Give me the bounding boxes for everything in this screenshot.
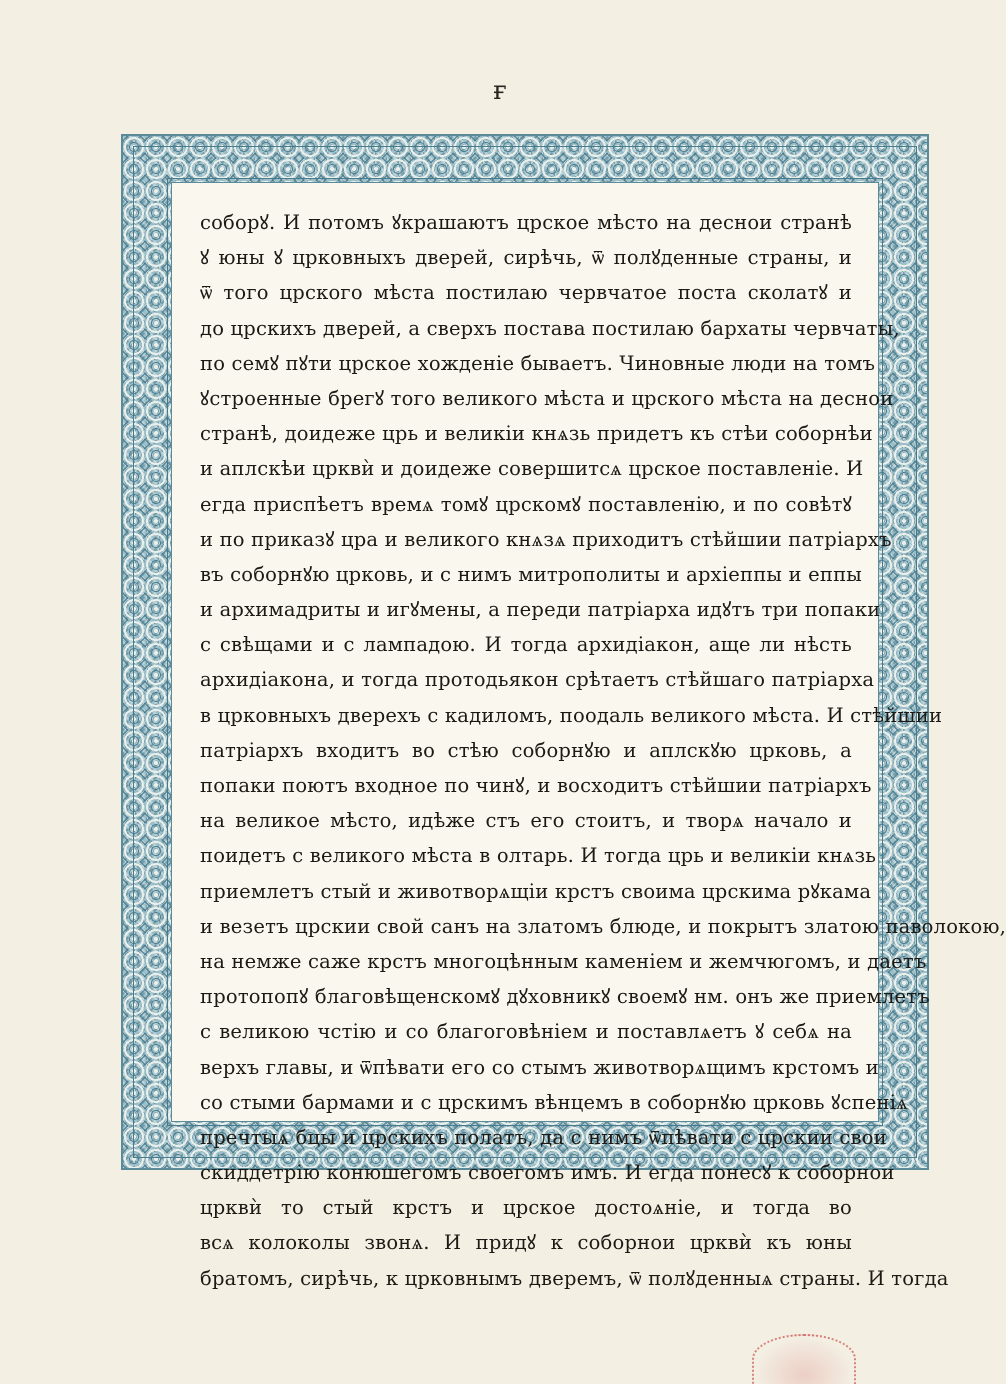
text-line-24: с великою чстію и со благоговѣніем и поставлѧетъ ꙋ себѧ на xyxy=(200,1020,852,1044)
text-line-19: поидетъ с великого мѣста в олтарь. И тогда црь и великіи кнѧзь xyxy=(200,844,877,868)
text-line-8: и аплскѣи црквѝ и доидеже совершитсѧ црское поставленіе. И xyxy=(200,457,864,481)
page-number: ғ xyxy=(493,76,507,106)
text-line-23: протопопꙋ благовѣщенскомꙋ дꙋховникꙋ своемꙋ нм. онъ же приемлетъ xyxy=(200,985,930,1009)
text-line-6: ꙋстроенные брегꙋ того великого мѣста и црского мѣста на деснои xyxy=(200,386,894,410)
text-line-12: и архимадриты и игꙋмены, а переди патріарха идꙋтъ три попаки xyxy=(200,598,881,622)
library-stamp xyxy=(752,1334,856,1384)
text-line-30: всѧ колоколы звонѧ. И придꙋ к соборнои црквѝ къ юны xyxy=(200,1231,852,1255)
text-line-2: ꙋ юны ꙋ црковныхъ дверей, сирѣчь, ѿ полꙋденные страны, и xyxy=(200,246,852,270)
text-line-28: скиддетрію конюшегомъ своегомъ имъ. И егда понесꙋ к соборнои xyxy=(200,1161,895,1185)
text-line-20: приемлетъ стый и животворѧщіи крстъ своима црскима рꙋкама xyxy=(200,879,872,903)
text-body xyxy=(171,182,1006,1290)
text-line-9: егда приспѣетъ времѧ томꙋ црскомꙋ поставленію, и по совѣтꙋ xyxy=(200,492,852,516)
text-line-5: по семꙋ пꙋти црское хожденіе бываетъ. Чиновные люди на томъ xyxy=(200,351,876,375)
text-line-15: в црковныхъ дверехъ с кадиломъ, поодаль великого мѣста. И стѣйшии xyxy=(200,703,943,727)
text-line-17: попаки поютъ входное по чинꙋ, и восходитъ стѣйшии патріархъ xyxy=(200,774,872,797)
text-line-7: странѣ, доидеже црь и великіи кнѧзь придетъ къ стѣи соборнѣи xyxy=(200,422,873,446)
text-line-13: с свѣщами и с лампадою. И тогда архидіакон, аще ли нѣсть xyxy=(200,633,852,657)
text-line-3: ѿ того црского мѣста постилаю червчатое поста сколатꙋ и xyxy=(200,281,852,305)
text-line-21: и везетъ црскии свой санъ на златомъ блюде, и покрытъ златою паволокою, xyxy=(200,914,1006,938)
text-line-16: патріархъ входитъ во стѣю соборнꙋю и аплскꙋю црковь, а xyxy=(200,738,852,762)
text-line-31: братомъ, сирѣчь, к црковнымъ дверемъ, ѿ полꙋденныѧ страны. И тогда xyxy=(200,1266,949,1290)
text-line-29: црквѝ то стый крстъ и црское достоѧніе, и тогда во xyxy=(200,1196,852,1220)
text-line-26: со стыми бармами и с црскимъ вѣнцемъ в соборнꙋю црковь ꙋспеніѧ xyxy=(200,1090,908,1114)
text-line-10: и по приказꙋ цра и великого кнѧзѧ приходитъ стѣйшии патріархъ xyxy=(200,527,892,551)
text-line-14: архидіакона, и тогда протодьякон срѣтаетъ стѣйшаго патріарха xyxy=(200,668,875,692)
text-line-1: соборꙋ. И потомъ ꙋкрашаютъ црское мѣсто на деснои странѣ xyxy=(200,211,852,234)
text-line-4: до црскихъ дверей, а сверхъ постава постилаю бархаты червчаты, xyxy=(200,316,900,340)
text-line-22: на немже саже крстъ многоцѣнным каменіем и жемчюгомъ, и даетъ xyxy=(200,949,927,973)
text-line-11: въ соборнꙋю црковь, и с нимъ митрополиты и архіеппы и еппы xyxy=(200,562,862,586)
text-line-27: пречтыѧ бцы и црскихъ полатъ, да с нимъ ѿпѣвати с црскии свои xyxy=(200,1125,887,1149)
text-line-18: на великое мѣсто, идѣже стъ его стоитъ, и творѧ начало и xyxy=(200,809,852,833)
text-line-25: верхъ главы, и ѿпѣвати его со стымъ животворѧщимъ крстомъ и xyxy=(200,1055,879,1079)
